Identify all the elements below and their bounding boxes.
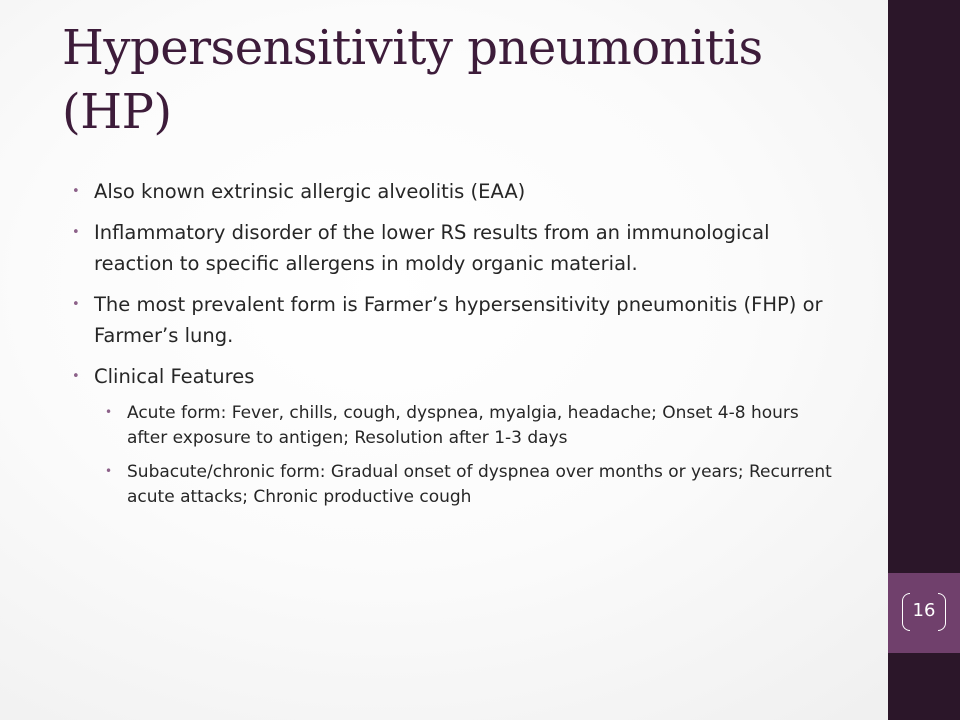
bullet-text: Inflammatory disorder of the lower RS results from an immunological reaction to specific allergens in moldy organic material. — [94, 220, 770, 275]
bullet-dot-icon: • — [105, 464, 113, 478]
sub-bullet-text: Acute form: Fever, chills, cough, dyspnea, myalgia, headache; Onset 4-8 hours after exposure to antigen; Resolution after 1-3 days — [127, 403, 799, 448]
right-bracket-icon — [938, 593, 946, 631]
bullet-dot-icon: • — [72, 224, 80, 240]
bullet-text: The most prevalent form is Farmer’s hypersensitivity pneumonitis (FHP) or Farmer’s lung. — [94, 292, 823, 347]
sub-bullet-text: Subacute/chronic form: Gradual onset of dyspnea over months or years; Recurrent acute attacks; Chronic productive cough — [127, 462, 832, 507]
slide-title: Hypersensitivity pneumonitis (HP) — [62, 20, 763, 140]
sub-bullet-item — [105, 460, 832, 509]
page-number: 16 — [912, 600, 936, 621]
bullet-text: Clinical Features — [94, 364, 255, 388]
bullet-item — [72, 289, 832, 352]
sub-bullet-item — [105, 401, 832, 450]
bullet-item — [72, 217, 832, 280]
bullet-dot-icon: • — [105, 405, 113, 419]
page-number-box — [888, 573, 960, 653]
bullet-dot-icon: • — [72, 184, 80, 199]
bullet-list — [72, 176, 832, 519]
bullet-item — [72, 176, 832, 208]
bullet-item — [72, 361, 832, 393]
bullet-dot-icon: • — [72, 368, 80, 384]
bullet-text: Also known extrinsic allergic alveolitis (EAA) — [94, 180, 526, 203]
bullet-dot-icon: • — [72, 296, 80, 312]
